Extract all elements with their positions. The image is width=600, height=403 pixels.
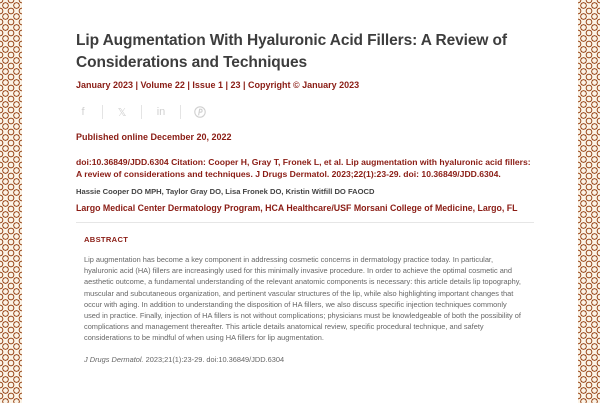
abstract-reference	[84, 355, 524, 364]
facebook-icon[interactable]: f	[81, 106, 85, 118]
abstract-heading: ABSTRACT	[84, 235, 129, 244]
pinterest-icon-glyph	[194, 106, 206, 118]
affiliation: Largo Medical Center Dermatology Program, HCA Healthcare/USF Morsani College of Medicine, Largo, FL	[76, 203, 518, 213]
share-divider	[180, 105, 181, 119]
linkedin-icon[interactable]: in	[156, 106, 166, 118]
share-divider	[141, 105, 142, 119]
author-list: Hassie Cooper DO MPH, Taylor Gray DO, Lisa Fronek DO, Kristin Witfill DO FAOCD	[76, 187, 375, 196]
abstract-section	[76, 223, 532, 364]
abstract-text: Lip augmentation has become a key component in addressing cosmetic concerns in dermatology practice today. In particular, hyaluronic acid (HA) fillers are increasingly used for this minimally invasive procedure. In order to achieve the optimal cosmetic and aesthetic outcome, a fundamental understanding of the relevant anatomic components is necessary: this article details lip topography, muscular and subcutaneous organization, and pertinent vascular structures of the lip, while also highlighting important changes that occur with aging. In addition to understanding the disposition of HA fillers, we also discuss specific injection techniques commonly used in practice. Finally, injection of HA fillers is not without complications; physicians must be knowledgeable of both the possibility of complications and management thereafter. This article details anatomical review, specific procedural technique, and safety considerations to be mindful of when using HA fillers for lip augmentation.	[84, 255, 521, 343]
issue-info: January 2023 | Volume 22 | Issue 1 | 23 | Copyright © January 2023	[76, 80, 360, 90]
journal-name: J Drugs Dermatol.	[84, 354, 144, 364]
share-divider	[102, 105, 103, 119]
decorative-border-right	[578, 0, 600, 403]
article-content	[76, 30, 532, 364]
decorative-border-left	[0, 0, 22, 403]
article-title: Lip Augmentation With Hyaluronic Acid Fillers: A Review of Considerations and Techniques	[76, 32, 507, 71]
share-bar	[76, 104, 532, 120]
reference-details: 2023;21(1):23-29. doi:10.36849/JDD.6304	[143, 354, 285, 364]
x-icon[interactable]: 𝕏	[117, 106, 127, 119]
pinterest-icon[interactable]	[193, 105, 207, 119]
published-date: Published online December 20, 2022	[76, 132, 232, 142]
citation: doi:10.36849/JDD.6304 Citation: Cooper H, Gray T, Fronek L, et al. Lip augmentation with hyaluronic acid fillers: A review of considerations and techniques. J Drugs Dermatol. 2023;22(1):23-29. doi: 10.36849/JDD.6304.	[76, 157, 531, 179]
